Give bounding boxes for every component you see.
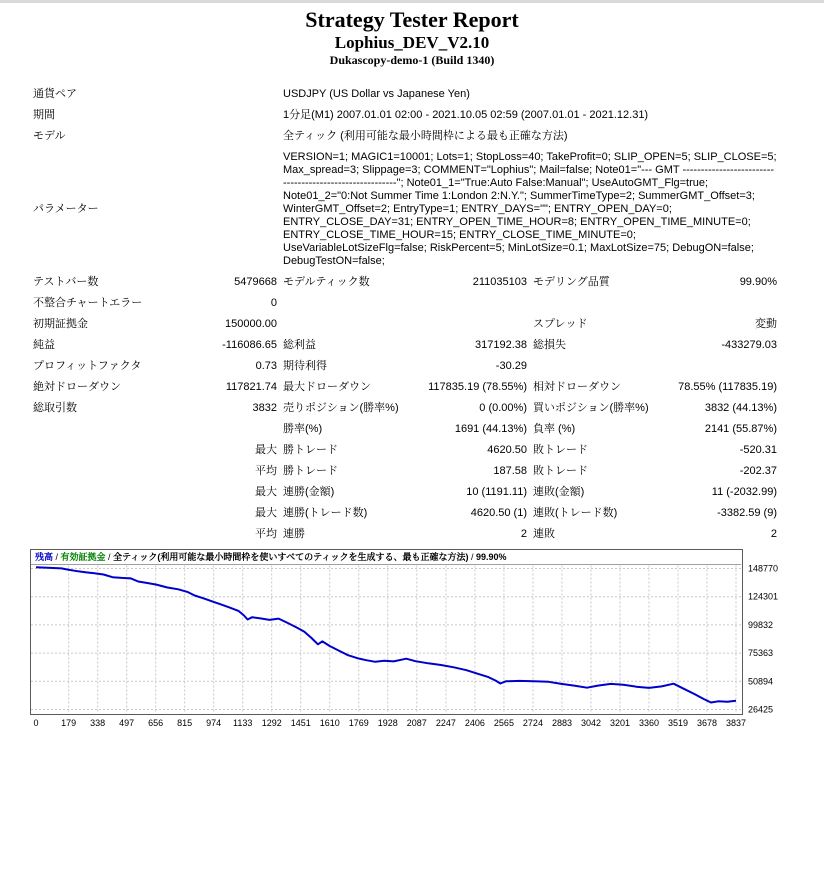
stat-value: 1691 (44.13%): [454, 423, 527, 435]
stat-label: [530, 356, 655, 377]
stat-value: 11 (-2032.99): [711, 486, 777, 498]
stat-row: [30, 314, 780, 335]
legend-item: 全ティック(利用可能な最小時間枠を使いすべてのティックを生成する、最も正確な方法): [113, 552, 469, 562]
stat-value: 平均: [255, 528, 277, 540]
svg-text:26425: 26425: [748, 704, 774, 715]
svg-text:179: 179: [61, 718, 77, 728]
stat-row: [30, 377, 780, 398]
info-value: USDJPY (US Dollar vs Japanese Yen): [283, 88, 470, 100]
svg-text:124301: 124301: [748, 591, 779, 602]
svg-text:3201: 3201: [609, 718, 630, 728]
svg-text:815: 815: [177, 718, 193, 728]
stat-value: 3832 (44.13%): [704, 402, 777, 414]
stat-row: [30, 482, 780, 503]
svg-text:2565: 2565: [493, 718, 514, 728]
svg-text:338: 338: [90, 718, 106, 728]
svg-text:3837: 3837: [725, 718, 747, 728]
legend-separator: /: [468, 552, 476, 562]
stat-row: [30, 335, 780, 356]
stat-label: [30, 524, 155, 545]
info-label: 期間: [33, 109, 55, 121]
legend-item: 残高: [35, 552, 54, 562]
stat-row: [30, 440, 780, 461]
stat-label: 期待利得: [283, 360, 327, 372]
legend-separator: /: [105, 552, 114, 562]
stat-label: 絶対ドローダウン: [33, 381, 121, 393]
stat-label: 勝トレード: [283, 444, 338, 456]
stat-label: [30, 419, 155, 440]
svg-text:974: 974: [206, 718, 222, 728]
stat-value: 0 (0.00%): [479, 402, 527, 414]
svg-text:3042: 3042: [580, 718, 601, 728]
stat-value: [155, 419, 280, 440]
stat-value: 変動: [755, 318, 777, 330]
stat-row: [30, 272, 780, 293]
stat-value: 2: [770, 528, 777, 540]
stat-label: 初期証拠金: [33, 318, 88, 330]
stat-value: 317192.38: [475, 339, 527, 351]
stat-value: -520.31: [739, 444, 777, 456]
svg-text:1292: 1292: [261, 718, 282, 728]
stat-label: 連敗: [533, 528, 555, 540]
stat-row: [30, 293, 780, 314]
stat-label: 総取引数: [33, 402, 77, 414]
legend-separator: /: [53, 552, 61, 562]
svg-text:2247: 2247: [435, 718, 456, 728]
stat-value: 10 (1191.11): [466, 486, 527, 498]
stat-value: 最大: [255, 486, 277, 498]
stat-label: 連勝(トレード数): [283, 507, 368, 519]
balance-chart-svg: [30, 549, 800, 731]
info-row: [30, 105, 780, 126]
stat-value: -30.29: [495, 360, 527, 372]
stat-label: プロフィットファクタ: [33, 360, 142, 372]
svg-text:75363: 75363: [748, 648, 774, 659]
stat-label: 総利益: [283, 339, 316, 351]
info-value: 全ティック (利用可能な最小時間枠による最も正確な方法): [283, 130, 568, 142]
info-value: VERSION=1; MAGIC1=10001; Lots=1; StopLoss=40; TakeProfit=0; SLIP_OPEN=5; SLIP_CLOSE=5; Max_spread=3; Slippage=3; COMMENT="Lophius"; Mail=false; Note01="--- GMT --------------------------------------------------------"; Note01_1="True:Auto False:Manual"; UseAutoGMT_Flg=true; Note01_2="0:Not Summer Time 1:London 2:N.Y."; SummerTimeType=2; SummerGMT_Offset=3; WinterGMT_Offset=2; EntryType=1; ENTRY_DAYS=""; ENTRY_OPEN_DAY=0; ENTRY_CLOSE_DAY=31; ENTRY_OPEN_TIME_HOUR=8; ENTRY_OPEN_TIME_MINUTE=0; ENTRY_CLOSE_TIME_HOUR=15; ENTRY_CLOSE_TIME_MINUTE=0; UseVariableLotSizeFlg=false; RiskPercent=5; MinLotSize=0.1; MaxLotSize=75; DebugON=false; DebugTestON=false;: [283, 151, 777, 267]
stat-value: [655, 293, 780, 314]
stat-value: [655, 356, 780, 377]
svg-text:1133: 1133: [233, 718, 253, 728]
stat-value: 5479668: [234, 276, 277, 288]
svg-text:1769: 1769: [348, 718, 369, 728]
svg-text:497: 497: [119, 718, 135, 728]
legend-item: 99.90%: [475, 552, 507, 562]
info-row: [30, 126, 780, 147]
stat-value: 117821.74: [225, 381, 277, 393]
stat-value: 0.73: [255, 360, 277, 372]
stat-value: 211035103: [472, 276, 527, 288]
svg-text:50894: 50894: [748, 676, 774, 687]
stat-row: [30, 419, 780, 440]
stat-value: 最大: [255, 444, 277, 456]
stat-value: -3382.59 (9): [717, 507, 777, 519]
svg-text:99832: 99832: [748, 619, 774, 630]
svg-text:3678: 3678: [696, 718, 718, 728]
svg-text:2087: 2087: [406, 718, 427, 728]
stat-label: 敗トレード: [533, 465, 588, 477]
stat-label: 買いポジション(勝率%): [533, 402, 649, 414]
stat-label: スプレッド: [533, 318, 588, 330]
stat-label: 連勝(金額): [283, 486, 335, 498]
stat-label: 総損失: [533, 339, 566, 351]
stat-label: 相対ドローダウン: [533, 381, 621, 393]
stat-row: [30, 461, 780, 482]
info-value: 1分足(M1) 2007.01.01 02:00 - 2021.10.05 02:59 (2007.01.01 - 2021.12.31): [283, 109, 649, 121]
stat-value: 4620.50 (1): [470, 507, 527, 519]
stat-value: 最大: [255, 507, 277, 519]
info-label: パラメーター: [33, 203, 99, 215]
report-rows: [30, 84, 780, 545]
stat-value: 0: [270, 297, 277, 309]
stat-value: -116086.65: [222, 339, 277, 351]
stat-label: 売りポジション(勝率%): [283, 402, 399, 414]
stat-value: 2: [520, 528, 527, 540]
stat-label: 負率 (%): [533, 423, 576, 435]
svg-text:2406: 2406: [464, 718, 485, 728]
stat-value: [405, 314, 530, 335]
info-row: [30, 84, 780, 105]
stat-value: -433279.03: [721, 339, 777, 351]
stat-label: [30, 503, 155, 524]
stat-label: 不整合チャートエラー: [33, 297, 143, 309]
stat-label: 連敗(トレード数): [533, 507, 618, 519]
stat-row: [30, 524, 780, 545]
svg-text:1928: 1928: [377, 718, 398, 728]
info-row: [30, 147, 780, 272]
svg-text:3519: 3519: [667, 718, 689, 728]
stat-value: 平均: [255, 465, 277, 477]
svg-text:1451: 1451: [290, 718, 311, 728]
svg-text:148770: 148770: [748, 563, 779, 574]
stat-value: 4620.50: [487, 444, 527, 456]
stat-value: 2141 (55.87%): [704, 423, 777, 435]
stat-label: 勝率(%): [283, 423, 323, 435]
svg-text:1610: 1610: [319, 718, 340, 728]
report-header: [0, 0, 824, 68]
stat-value: [405, 293, 530, 314]
stat-row: [30, 398, 780, 419]
stat-value: 150000.00: [225, 318, 277, 330]
stat-value: 99.90%: [739, 276, 777, 288]
chart-legend: [35, 551, 507, 563]
stat-label: [280, 314, 405, 335]
stat-label: 連勝: [283, 528, 305, 540]
stat-row: [30, 356, 780, 377]
svg-text:0: 0: [33, 718, 39, 728]
stat-label: 連敗(金額): [533, 486, 585, 498]
stat-label: モデルティック数: [283, 276, 370, 288]
svg-text:656: 656: [148, 718, 164, 728]
stat-label: [280, 293, 405, 314]
stat-label: テストバー数: [33, 276, 99, 288]
stat-label: モデリング品質: [533, 276, 610, 288]
svg-text:2724: 2724: [522, 718, 543, 728]
server-build: Dukascopy-demo-1 (Build 1340): [329, 53, 495, 67]
stat-value: 187.58: [493, 465, 527, 477]
stat-value: 78.55% (117835.19): [678, 381, 777, 393]
stat-value: -202.37: [739, 465, 777, 477]
stat-value: 117835.19 (78.55%): [428, 381, 527, 393]
strategy-tester-table: [30, 84, 780, 545]
stat-label: 勝トレード: [283, 465, 338, 477]
balance-chart: [30, 549, 800, 731]
stat-label: 敗トレード: [533, 444, 588, 456]
stat-label: 最大ドローダウン: [283, 381, 371, 393]
svg-text:2883: 2883: [551, 718, 572, 728]
stat-label: [30, 440, 155, 461]
expert-name: Lophius_DEV_V2.10: [334, 33, 490, 52]
stat-label: 純益: [33, 339, 55, 351]
svg-text:3360: 3360: [638, 718, 659, 728]
stat-label: [30, 461, 155, 482]
stat-value: 3832: [252, 402, 277, 414]
stat-label: [30, 482, 155, 503]
report-title: Strategy Tester Report: [305, 7, 519, 32]
window-edge-strip: [0, 0, 824, 3]
info-label: モデル: [33, 130, 66, 142]
legend-item: 有効証拠金: [60, 552, 106, 562]
info-label: 通貨ペア: [33, 88, 77, 100]
stat-label: [530, 293, 655, 314]
stat-row: [30, 503, 780, 524]
